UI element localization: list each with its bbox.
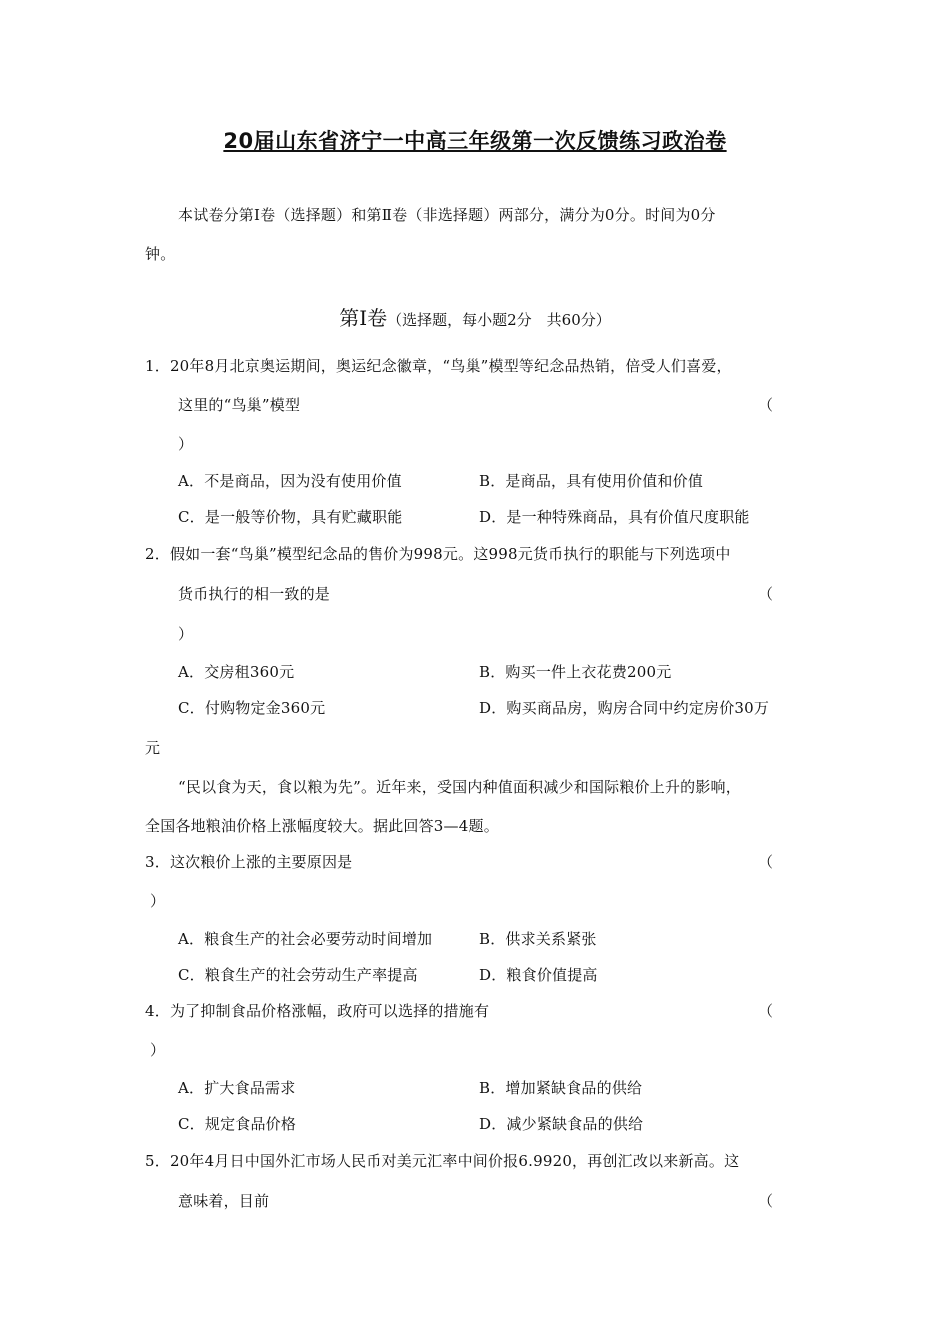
answer-paren-open: （ xyxy=(758,396,774,414)
section-heading xyxy=(0,302,950,331)
question-2-option-c: C．付购物定金360元 xyxy=(178,699,326,717)
answer-paren-open: （ xyxy=(758,585,774,603)
question-4-stem: 4．为了抑制食品价格涨幅，政府可以选择的措施有 xyxy=(145,1002,490,1020)
question-4-option-a: A．扩大食品需求 xyxy=(178,1079,296,1097)
question-3-option-d: D．粮食价值提高 xyxy=(479,966,598,984)
question-5-stem: 5．20年4月日中国外汇市场人民币对美元汇率中间价报6.9920，再创汇改以来新高。这 xyxy=(145,1152,740,1170)
answer-paren-open: （ xyxy=(758,1192,774,1210)
question-2-option-a: A．交房租360元 xyxy=(178,663,295,681)
answer-paren-close: ） xyxy=(178,435,194,453)
section-note: （选择题，每小题2分 共60分） xyxy=(387,311,611,329)
question-2-option-b: B．购买一件上衣花费200元 xyxy=(479,663,672,681)
question-1-stem: 1．20年8月北京奥运期间，奥运纪念徽章，“鸟巢”模型等纪念品热销，倍受人们喜爱， xyxy=(145,357,732,375)
passage-line-2: 全国各地粮油价格上涨幅度较大。据此回答3—4题。 xyxy=(145,817,499,835)
question-1-option-b: B．是商品，具有使用价值和价值 xyxy=(479,472,704,490)
question-1-option-c: C．是一般等价物，具有贮藏职能 xyxy=(178,508,403,526)
question-1-option-d: D．是一种特殊商品，具有价值尺度职能 xyxy=(479,508,750,526)
question-2-option-d-cont: 元 xyxy=(145,739,161,757)
question-1-option-a: A．不是商品，因为没有使用价值 xyxy=(178,472,402,490)
question-3-option-b: B．供求关系紧张 xyxy=(479,930,597,948)
question-1-stem-cont: 这里的“鸟巢”模型 xyxy=(178,396,301,414)
answer-paren-close: ） xyxy=(150,892,166,910)
question-3-option-a: A．粮食生产的社会必要劳动时间增加 xyxy=(178,930,433,948)
question-2-stem: 2．假如一套“鸟巢”模型纪念品的售价为998元。这998元货币执行的职能与下列选项中 xyxy=(145,545,731,563)
answer-paren-open: （ xyxy=(758,1002,774,1020)
section-title: 第Ⅰ卷 xyxy=(339,306,388,330)
intro-line-1: 本试卷分第Ⅰ卷（选择题）和第Ⅱ卷（非选择题）两部分，满分为0分。时间为0分 xyxy=(178,206,716,224)
question-2-option-d: D．购买商品房，购房合同中约定房价30万 xyxy=(479,699,770,717)
question-3-stem: 3．这次粮价上涨的主要原因是 xyxy=(145,853,353,871)
intro-line-2: 钟。 xyxy=(145,245,176,263)
question-4-option-b: B．增加紧缺食品的供给 xyxy=(479,1079,643,1097)
answer-paren-close: ） xyxy=(178,625,194,643)
question-4-option-c: C．规定食品价格 xyxy=(178,1115,297,1133)
question-2-stem-cont: 货币执行的相一致的是 xyxy=(178,585,331,603)
question-5-stem-cont: 意味着，目前 xyxy=(178,1192,270,1210)
passage-line-1: “民以食为天，食以粮为先”。近年来，受国内种值面积减少和国际粮价上升的影响， xyxy=(178,778,741,796)
answer-paren-open: （ xyxy=(758,853,774,871)
question-3-option-c: C．粮食生产的社会劳动生产率提高 xyxy=(178,966,418,984)
question-4-option-d: D．减少紧缺食品的供给 xyxy=(479,1115,644,1133)
answer-paren-close: ） xyxy=(150,1041,166,1059)
document-title: 20届山东省济宁一中高三年级第一次反馈练习政治卷 xyxy=(223,129,727,153)
